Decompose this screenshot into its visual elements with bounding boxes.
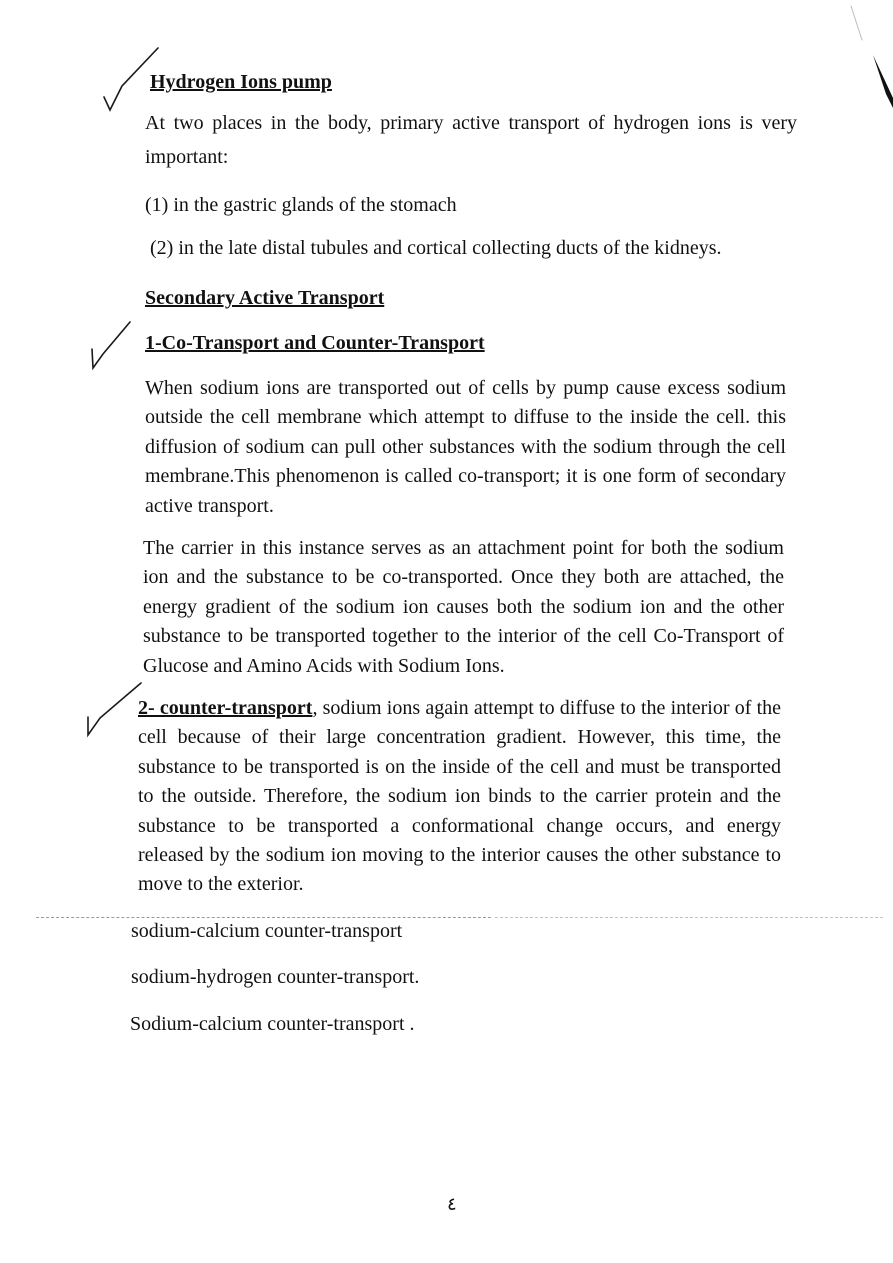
co-transport-paragraph-2: The carrier in this instance serves as an attachment point for both the sodium ion and the substance to be co-transported. Once they both are attached, the energy gradient of the sodium ion causes both the sodium ion and the other substance to be transported together to the interior of the cell Co-Transport of Glucose and Amino Acids with Sodium Ions. — [143, 537, 784, 677]
list-item: (1) in the gastric glands of the stomach — [145, 194, 457, 216]
scan-divider — [495, 917, 883, 918]
co-transport-heading: 1-Co-Transport and Counter-Transport — [145, 332, 485, 354]
secondary-active-transport-heading: Secondary Active Transport — [145, 287, 385, 309]
hydrogen-ions-pump-heading: Hydrogen Ions pump — [150, 71, 332, 93]
counter-transport-body: , sodium ions again attempt to diffuse to the interior of the cell because of their large concentration gradient. However, this time, the substance to be transported is on the inside of the cell and must be transported to the outside. Therefore, the sodium ion binds to the carrier protein and the substance to be transported a conformational change occurs, and energy released by the sodium ion moving to the interior causes the other substance to move to the exterior. — [138, 697, 781, 896]
scan-edge-mark — [873, 55, 893, 108]
checkmark-icon — [92, 322, 130, 368]
checkmark-icon — [88, 683, 141, 735]
co-transport-paragraph-1: When sodium ions are transported out of cells by pump cause excess sodium outside the cell membrane which attempt to diffuse to the inside the cell. this diffusion of sodium can pull other substances with the sodium through the cell membrane.This phenomenon is called co-transport; it is one form of secondary active transport. — [145, 377, 786, 517]
counter-transport-paragraph — [138, 694, 781, 900]
scan-edge-line — [851, 6, 862, 40]
list-item: Sodium-calcium counter-transport . — [130, 1013, 415, 1035]
scan-divider — [36, 917, 491, 918]
list-item: sodium-hydrogen counter-transport. — [131, 966, 420, 988]
counter-transport-heading: 2- counter-transport — [138, 697, 313, 719]
list-item: (2) in the late distal tubules and cortical collecting ducts of the kidneys. — [150, 237, 722, 259]
page-number: ٤ — [447, 1194, 457, 1215]
hydrogen-intro-paragraph: At two places in the body, primary active transport of hydrogen ions is very important: — [145, 112, 797, 168]
list-item: sodium-calcium counter-transport — [131, 920, 403, 942]
